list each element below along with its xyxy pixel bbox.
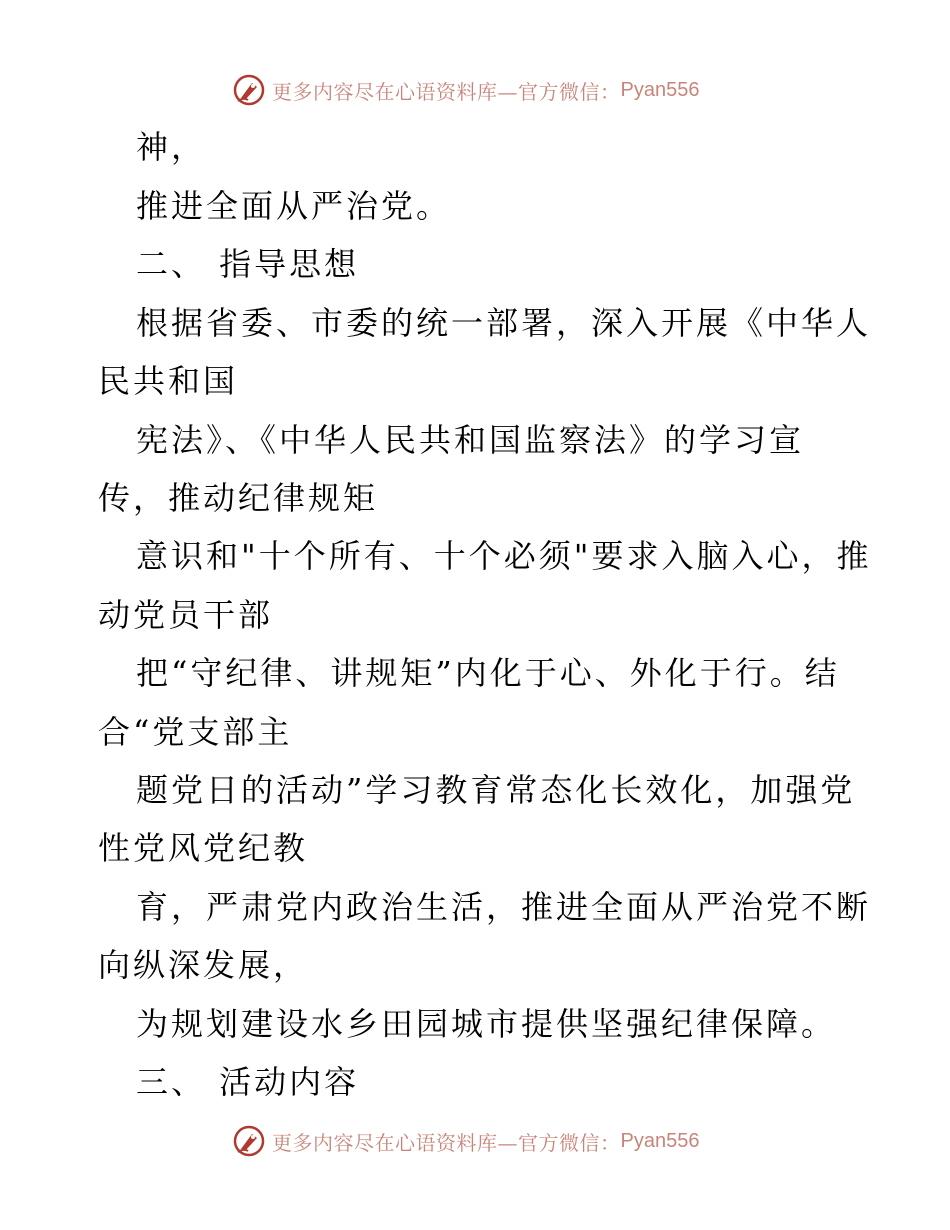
paragraph-line: 育，严肃党内政治生活，推进全面从严治党不断 — [136, 888, 872, 926]
paragraph-line: 民共和国 — [98, 362, 239, 400]
paragraph-line: 合“党支部主 — [98, 713, 293, 751]
pen-nib-logo-icon — [232, 1124, 266, 1158]
paragraph-line: 动党员干部 — [98, 596, 274, 634]
paragraph-line: 根据省委、市委的统一部署，深入开展《中华人 — [136, 304, 872, 342]
section-heading: 三、 活动内容 — [136, 1063, 360, 1101]
watermark-wechat-id: Pyan556 — [620, 1129, 700, 1152]
paragraph-line: 传，推动纪律规矩 — [98, 479, 379, 517]
paragraph-line: 向纵深发展， — [98, 946, 309, 984]
watermark-text: 更多内容尽在心语资料库—官方微信： — [272, 1130, 621, 1155]
paragraph-line: 神， — [136, 128, 207, 166]
footer-watermark — [232, 1121, 699, 1161]
section-heading: 二、 指导思想 — [136, 245, 360, 283]
paragraph-line: 为规划建设水乡田园城市提供坚强纪律保障。 — [136, 1005, 837, 1043]
paragraph-line: 推进全面从严治党。 — [136, 187, 452, 225]
header-watermark — [232, 70, 699, 110]
watermark-text: 更多内容尽在心语资料库—官方微信： — [272, 79, 621, 104]
paragraph-line: 意识和"十个所有、十个必须"要求入脑入心，推 — [136, 537, 872, 575]
pen-nib-logo-icon — [232, 73, 266, 107]
paragraph-line: 性党风党纪教 — [98, 829, 309, 867]
watermark-wechat-id: Pyan556 — [620, 78, 700, 101]
paragraph-line: 宪法》、《中华人民共和国监察法》的学习宣 — [136, 421, 805, 459]
paragraph-line: 题党日的活动”学习教育常态化长效化，加强党 — [136, 771, 856, 809]
paragraph-line: 把“守纪律、讲规矩”内化于心、外化于行。结 — [136, 654, 840, 692]
